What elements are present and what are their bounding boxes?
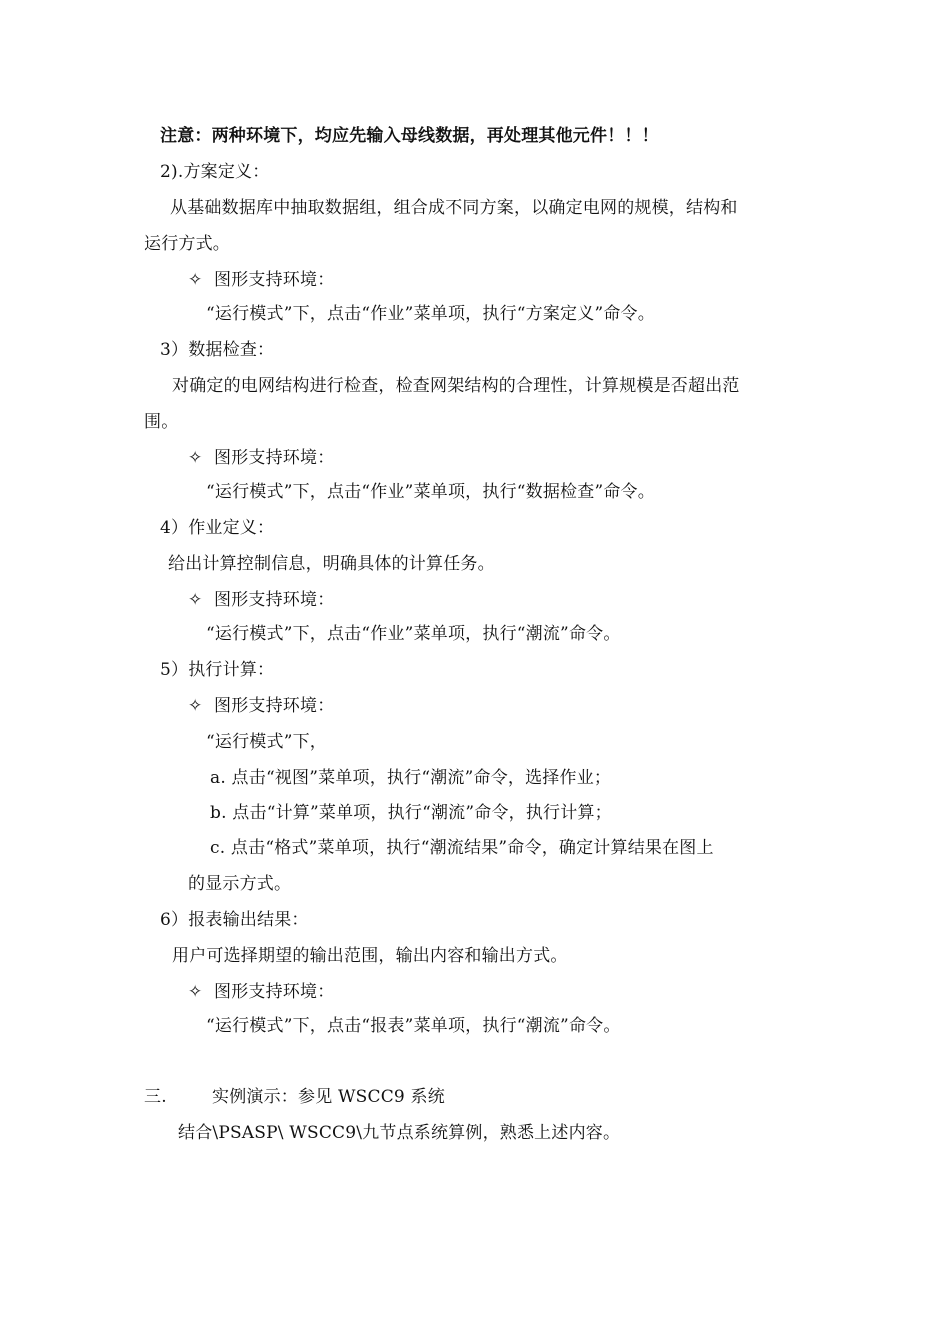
calc-env-text: “运行模式”下，: [206, 732, 327, 752]
diamond-bullet-icon: ✧: [188, 270, 203, 290]
scheme-env-item: [188, 268, 334, 292]
calc-env-item: [188, 694, 334, 718]
calc-step-c-line1: c. 点击“格式”菜单项，执行“潮流结果”命令，确定计算结果在图上: [210, 838, 714, 858]
job-env-text: “运行模式”下，点击“作业”菜单项，执行“潮流”命令。: [206, 624, 621, 644]
calc-step-b: b. 点击“计算”菜单项，执行“潮流”命令，执行计算；: [210, 803, 612, 823]
job-desc: 给出计算控制信息，明确具体的计算任务。: [168, 554, 495, 574]
job-env-item: [188, 588, 334, 612]
check-desc-line2: 围。: [144, 412, 179, 432]
scheme-env-text: “运行模式”下，点击“作业”菜单项，执行“方案定义”命令。: [206, 304, 655, 324]
report-env-item: [188, 980, 334, 1004]
report-env-label: 图形支持环境：: [214, 982, 335, 1002]
calc-step-c-line2: 的显示方式。: [188, 874, 292, 894]
notice-text: 注意：两种环境下，均应先输入母线数据，再处理其他元件！！！: [160, 126, 659, 146]
diamond-bullet-icon: ✧: [188, 590, 203, 610]
scheme-env-label: 图形支持环境：: [214, 270, 335, 290]
scheme-desc-line1: 从基础数据库中抽取数据组，组合成不同方案，以确定电网的规模，结构和: [170, 198, 738, 218]
diamond-bullet-icon: ✧: [188, 982, 203, 1002]
demo-heading: [144, 1085, 445, 1109]
demo-section-number: 三.: [144, 1087, 167, 1107]
calc-env-label: 图形支持环境：: [214, 696, 335, 716]
check-env-text: “运行模式”下，点击“作业”菜单项，执行“数据检查”命令。: [206, 482, 655, 502]
job-env-label: 图形支持环境：: [214, 590, 335, 610]
check-env-item: [188, 446, 334, 470]
diamond-bullet-icon: ✧: [188, 696, 203, 716]
report-heading: 6）报表输出结果：: [160, 910, 309, 930]
demo-desc: 结合\PSASP\ WSCC9\九节点系统算例，熟悉上述内容。: [178, 1123, 621, 1143]
report-env-text: “运行模式”下，点击“报表”菜单项，执行“潮流”命令。: [206, 1016, 621, 1036]
diamond-bullet-icon: ✧: [188, 448, 203, 468]
demo-title: 实例演示：参见 WSCC9 系统: [212, 1087, 445, 1107]
check-desc-line1: 对确定的电网结构进行检查，检查网架结构的合理性，计算规模是否超出范: [172, 376, 740, 396]
calc-heading: 5）执行计算：: [160, 660, 275, 680]
job-heading: 4）作业定义：: [160, 518, 275, 538]
check-env-label: 图形支持环境：: [214, 448, 335, 468]
scheme-heading: 2).方案定义：: [160, 162, 270, 182]
report-desc: 用户可选择期望的输出范围，输出内容和输出方式。: [172, 946, 568, 966]
scheme-desc-line2: 运行方式。: [144, 234, 230, 254]
check-heading: 3）数据检查：: [160, 340, 275, 360]
calc-step-a: a. 点击“视图”菜单项，执行“潮流”命令，选择作业；: [210, 768, 612, 788]
